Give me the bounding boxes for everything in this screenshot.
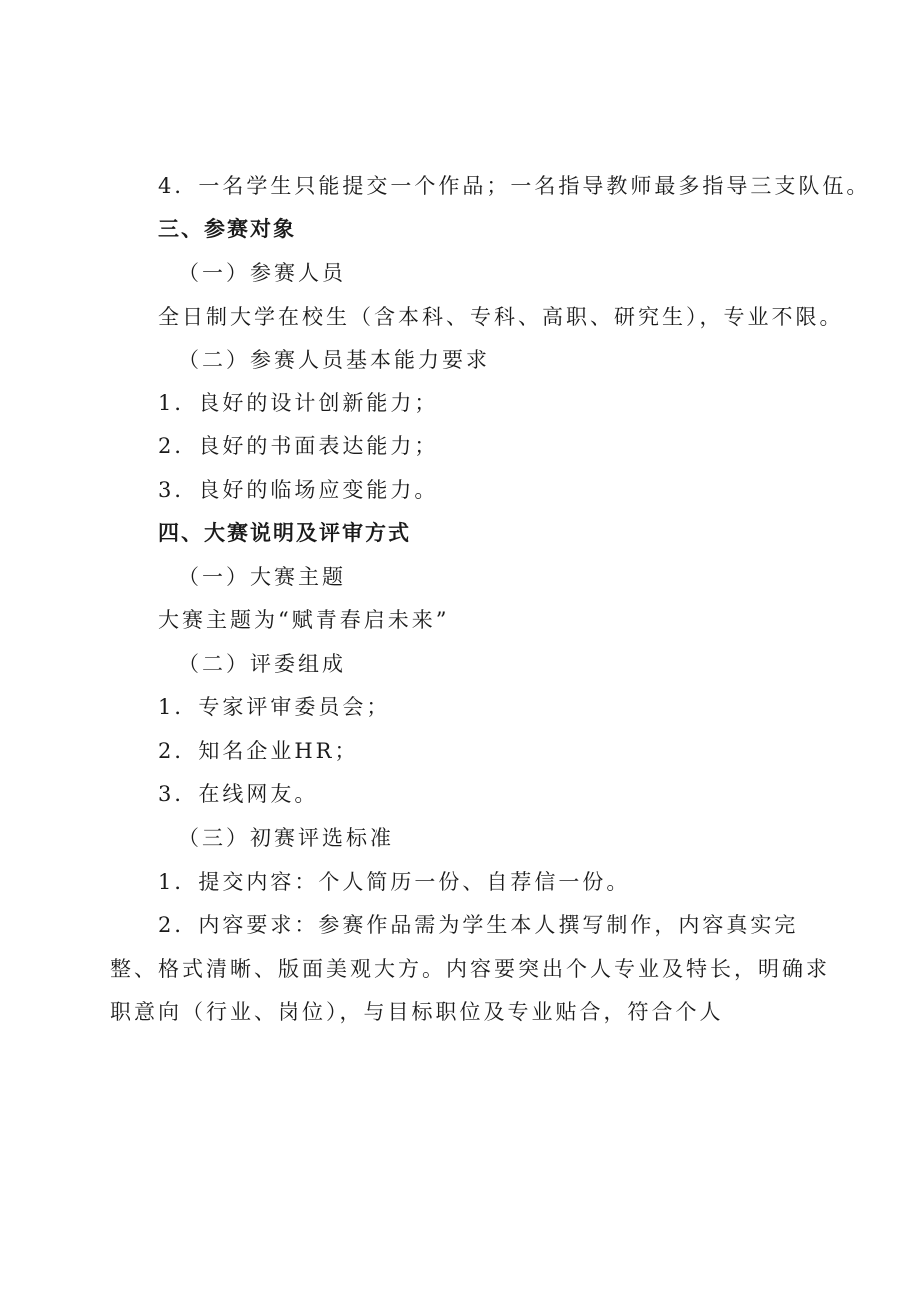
subheading-participants: （一）参赛人员: [178, 261, 346, 285]
ability-item-1: 1．良好的设计创新能力；: [158, 391, 439, 415]
rule-item-4: 4．一名学生只能提交一个作品；一名指导教师最多指导三支队伍。: [158, 174, 871, 198]
criteria-item-2: 2．内容要求：参赛作品需为学生本人撰写制作，内容真实完: [158, 913, 799, 937]
subheading-ability-requirements: （二）参赛人员基本能力要求: [178, 348, 490, 372]
subheading-theme: （一）大赛主题: [178, 565, 346, 589]
section-heading-participants: 三、参赛对象: [158, 217, 296, 241]
subheading-judges: （二）评委组成: [178, 652, 346, 676]
ability-item-3: 3．良好的临场应变能力。: [158, 478, 439, 502]
criteria-item-2-continued-2: 职意向（行业、岗位），与目标职位及专业贴合，符合个人: [110, 1000, 724, 1024]
criteria-item-1: 1．提交内容：个人简历一份、自荐信一份。: [158, 870, 631, 894]
judges-item-2: 2．知名企业HR；: [158, 739, 359, 763]
judges-item-3: 3．在线网友。: [158, 782, 319, 806]
criteria-item-2-continued: 整、格式清晰、版面美观大方。内容要突出个人专业及特长，明确求: [110, 957, 830, 981]
paragraph-theme: 大赛主题为“赋青春启未来”: [158, 608, 450, 632]
ability-item-2: 2．良好的书面表达能力；: [158, 434, 439, 458]
section-heading-contest-description: 四、大赛说明及评审方式: [158, 521, 411, 545]
judges-item-1: 1．专家评审委员会；: [158, 695, 391, 719]
subheading-preliminary-criteria: （三）初赛评选标准: [178, 826, 394, 850]
paragraph-participants: 全日制大学在校生（含本科、专科、高职、研究生），专业不限。: [158, 305, 844, 329]
